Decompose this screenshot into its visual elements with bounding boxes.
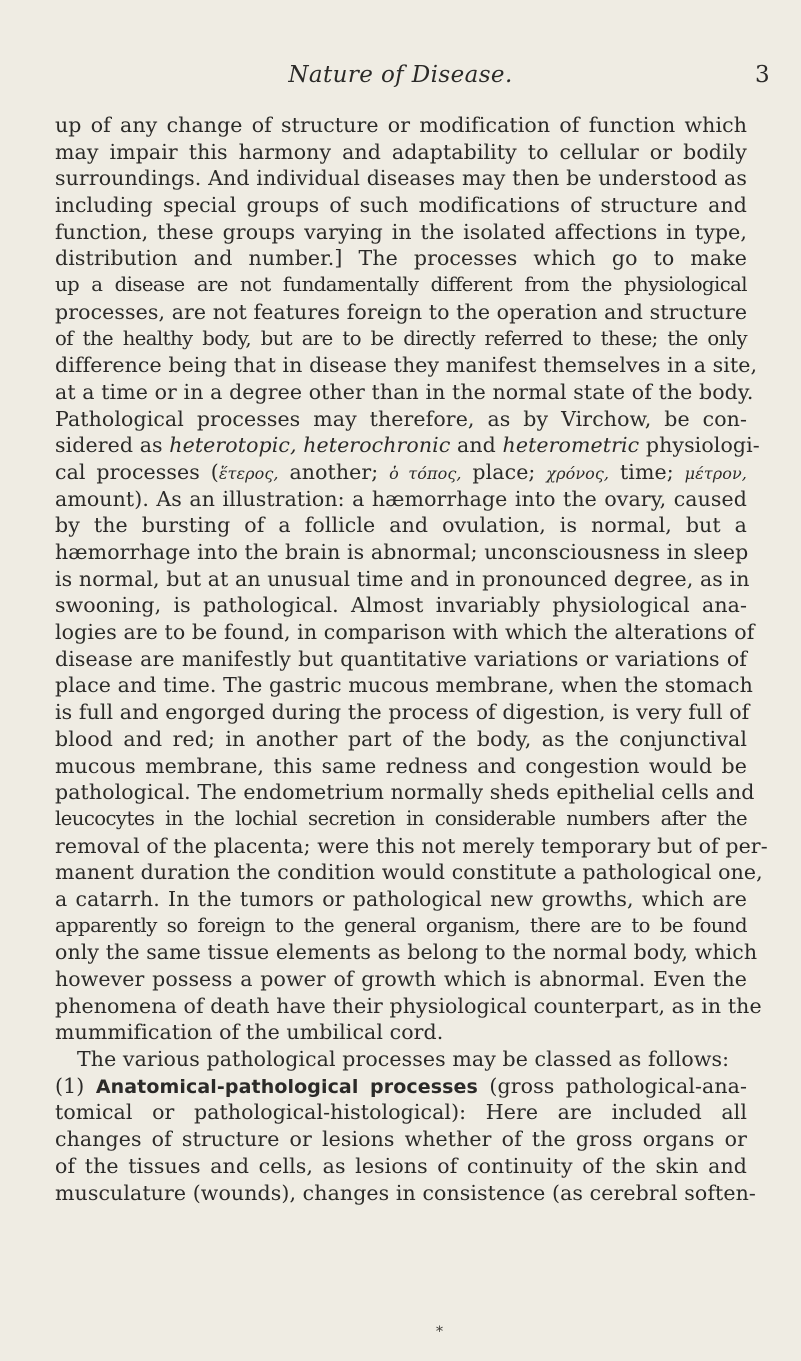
text-line <box>55 1073 747 1100</box>
text-line: only the same tissue elements as belong to the normal body, which <box>55 940 758 965</box>
text-fragment: (1) <box>55 1073 96 1098</box>
text-line: mucous membrane, this same redness and congestion would be <box>55 753 747 778</box>
text-line: distribution and number.] The processes which go to make <box>55 246 747 271</box>
text-line: disease are manifestly but quantitative variations or variations of <box>55 646 747 671</box>
text-line: up a disease are not fundamentally different from the physiological <box>55 273 747 297</box>
text-line: processes, are not features foreign to the operation and structure <box>55 299 748 324</box>
text-line: a catarrh. In the tumors or pathological new growths, which are <box>55 886 747 911</box>
text-line: pathological. The endometrium normally sheds epithelial cells and <box>55 780 755 805</box>
text-line: of the healthy body, but are to be directly referred to these; the only <box>55 326 747 350</box>
section-heading: Anatomical-pathological processes <box>95 1075 478 1098</box>
page-number: 3 <box>755 62 770 88</box>
text-line: at a time or in a degree other than in the normal state of the body. <box>55 379 754 404</box>
text-line: removal of the placenta; were this not merely temporary but of per- <box>55 833 768 858</box>
text-line: phenomena of death have their physiological counterpart, as in the <box>55 993 762 1018</box>
greek-word: ἕτερος, <box>218 463 279 483</box>
text-line: changes of structure or lesions whether of the gross organs or <box>55 1127 747 1152</box>
text-line: including special groups of such modifications of structure and <box>55 193 747 218</box>
greek-word: χρόνος, <box>546 463 610 483</box>
text-line <box>55 432 760 459</box>
text-line: Pathological processes may therefore, as by Virchow, be con- <box>55 406 747 431</box>
text-line: difference being that in disease they manifest themselves in a site, <box>55 353 758 378</box>
text-fragment: (gross pathological-ana- <box>477 1073 747 1098</box>
text-line: however possess a power of growth which is abnormal. Even the <box>55 967 747 991</box>
text-line: is normal, but at an unusual time and in pronounced degree, as in <box>55 566 750 591</box>
text-fragment: and <box>457 433 496 458</box>
running-title: Nature of Disease. <box>288 62 513 88</box>
text-line: may impair this harmony and adaptability to cellular or bodily <box>55 139 747 164</box>
footer-ornament: * <box>436 1324 443 1340</box>
text-fragment: cal processes ( <box>55 459 219 484</box>
text-line: amount). As an illustration: a hæmorrhage into the ovary, caused <box>55 486 747 511</box>
italic-term: heterometric <box>502 433 640 458</box>
text-line: surroundings. And individual diseases may then be understood as <box>55 166 747 191</box>
text-line: manent duration the condition would constitute a pathological one, <box>55 860 763 885</box>
text-line: swooning, is pathological. Almost invariably physiological ana- <box>55 593 747 618</box>
text-fragment: time; <box>609 459 685 484</box>
text-line: leucocytes in the lochial secretion in considerable numbers after the <box>55 806 747 830</box>
text-line: logies are to be found, in comparison with which the alterations of <box>55 620 755 645</box>
text-line: of the tissues and cells, as lesions of continuity of the skin and <box>55 1153 747 1178</box>
text-line: blood and red; in another part of the body, as the conjunctival <box>55 726 747 751</box>
text-line: apparently so foreign to the general organism, there are to be found <box>55 913 747 937</box>
text-fragment: physiologi- <box>645 433 760 458</box>
text-line: hæmorrhage into the brain is abnormal; unconsciousness in sleep <box>55 540 749 564</box>
text-line: up of any change of structure or modification of function which <box>55 113 747 137</box>
text-line: musculature (wounds), changes in consistence (as cerebral soften- <box>55 1180 756 1205</box>
text-line: The various pathological processes may be classed as follows: <box>77 1047 730 1072</box>
text-line: mummification of the umbilical cord. <box>55 1020 444 1045</box>
greek-word: ὁ τόπος, <box>389 463 462 483</box>
text-line <box>55 459 747 486</box>
greek-word: μέτρον, <box>684 463 747 483</box>
text-line: is full and engorged during the process of digestion, is very full of <box>55 700 750 725</box>
text-line: function, these groups varying in the isolated affections in type, <box>55 219 747 244</box>
text-line: by the bursting of a follicle and ovulation, is normal, but a <box>55 513 747 538</box>
text-line: tomical or pathological-histological): Here are included all <box>55 1100 747 1125</box>
italic-term: heterotopic, heterochronic <box>169 433 451 458</box>
body-text <box>55 112 768 1206</box>
text-line: place and time. The gastric mucous membrane, when the stomach <box>55 673 753 698</box>
text-fragment: another; <box>278 459 390 484</box>
text-fragment: sidered as <box>55 433 163 458</box>
text-fragment: place; <box>461 459 547 484</box>
